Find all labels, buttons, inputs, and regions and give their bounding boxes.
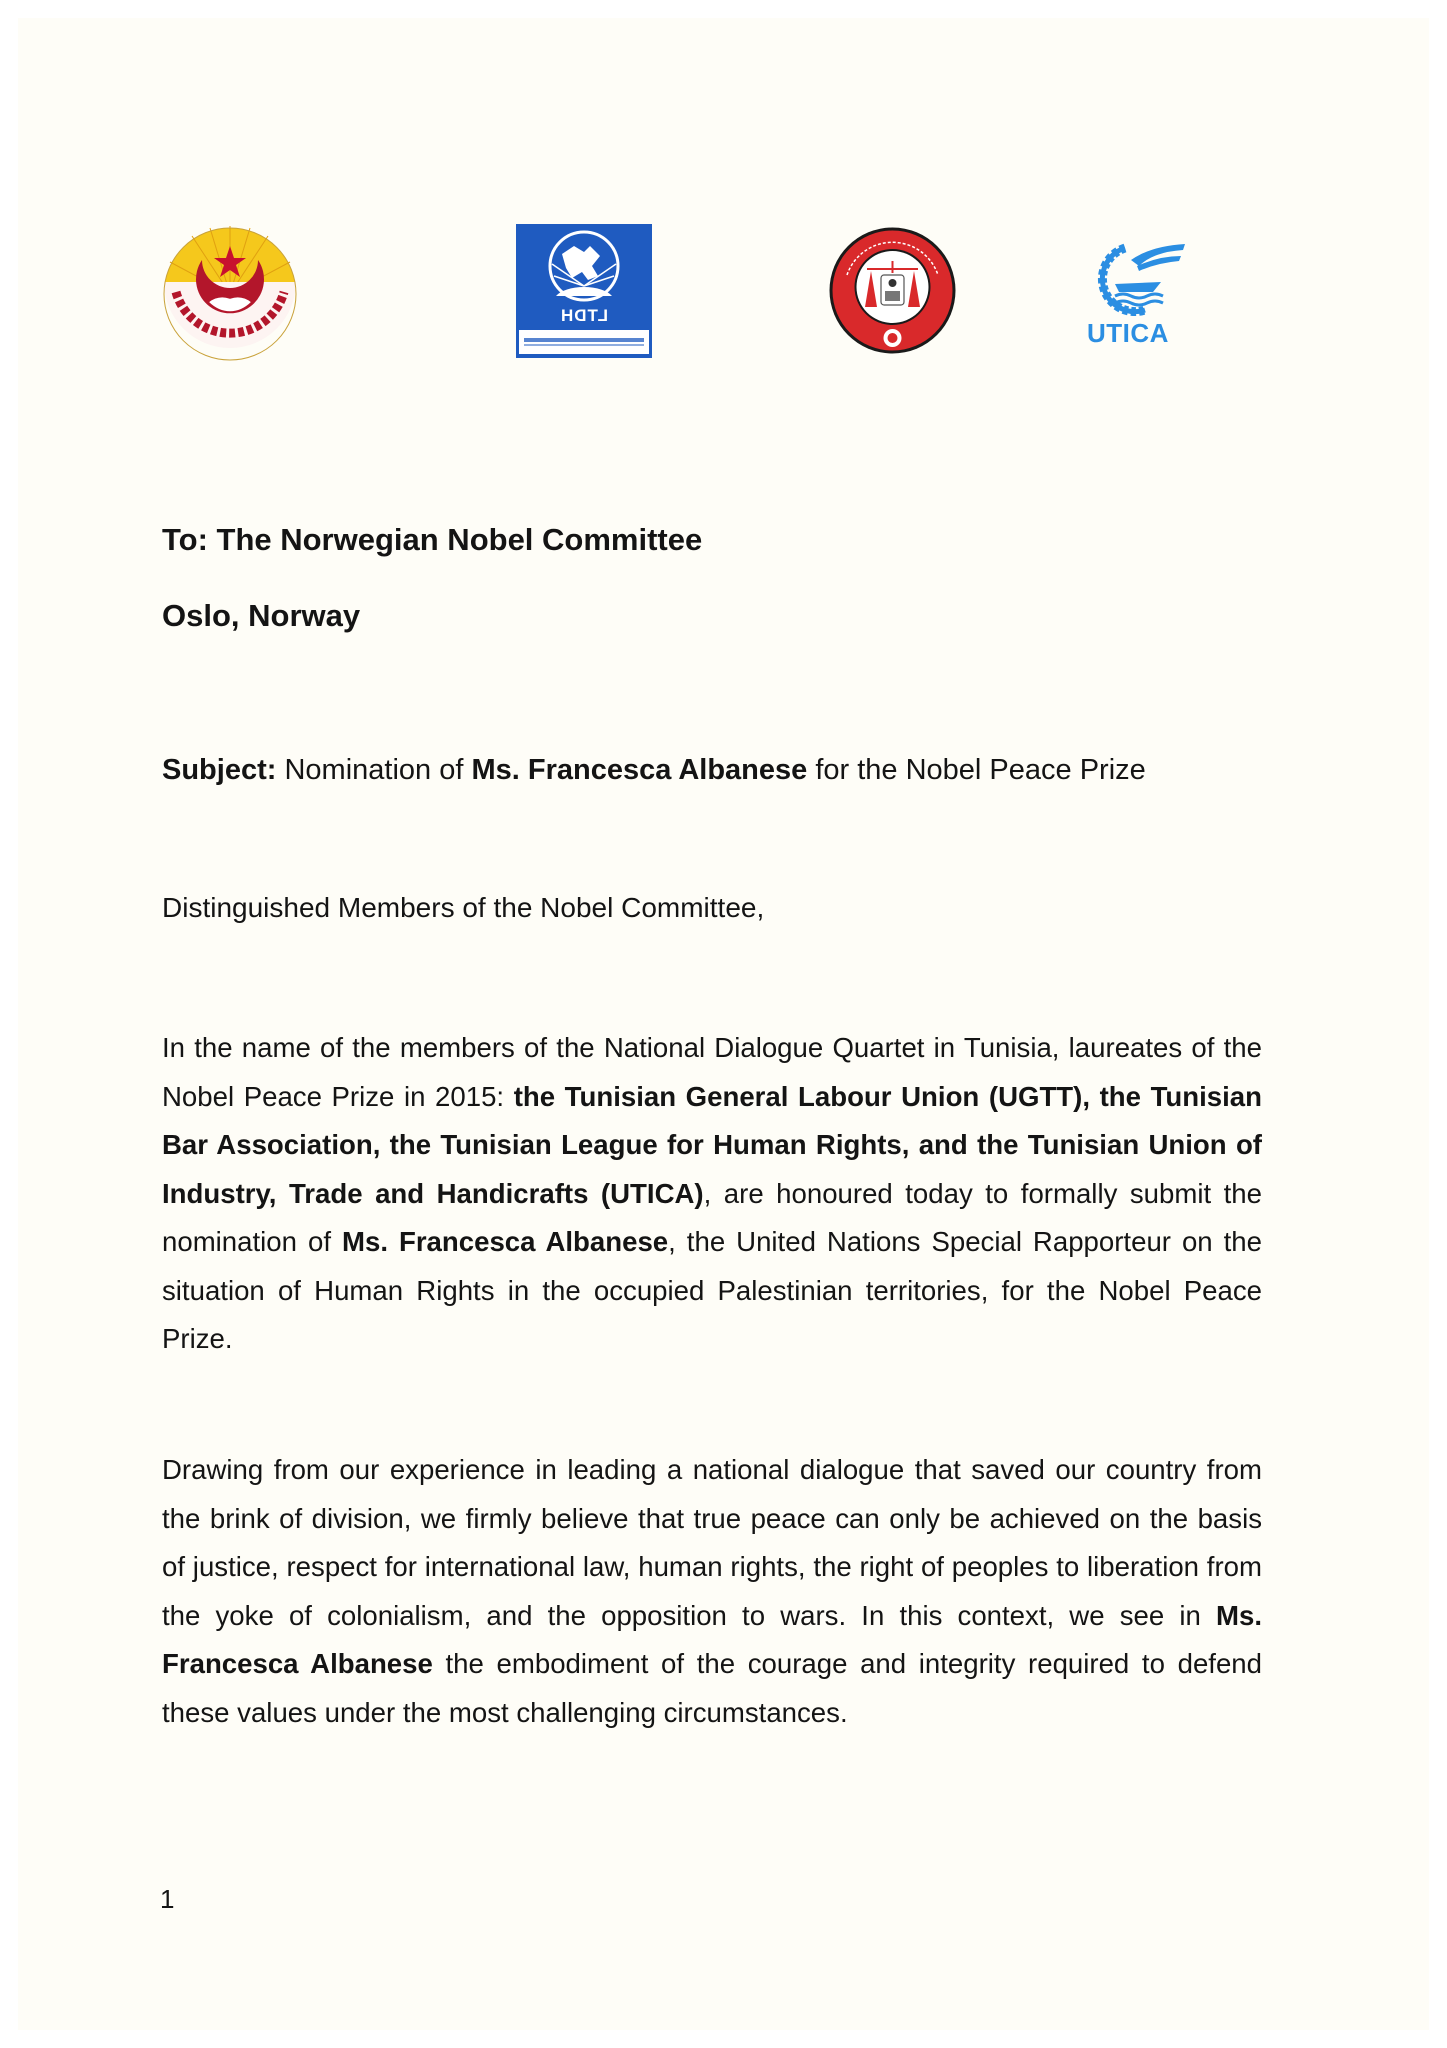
subject-text: Nomination of bbox=[276, 754, 472, 786]
nominee-name: Ms. Francesca Albanese bbox=[162, 1599, 1262, 1679]
bar-association-seal-icon bbox=[827, 225, 958, 356]
quartet-members: the Tunisian General Labour Union (UGTT), the Tunisian Bar Association, the Tunisian League for Human Rights, and the Tunisian Union of Industry, Trade and Handicrafts (UTICA) bbox=[162, 1080, 1262, 1209]
addressee-location: Oslo, Norway bbox=[162, 598, 361, 633]
utica-logo-icon bbox=[1085, 240, 1185, 348]
subject-nominee: Ms. Francesca Albanese bbox=[471, 754, 808, 786]
addressee-line: To: The Norwegian Nobel Committee bbox=[162, 522, 703, 557]
paragraph-text: , are honoured today to formally submit the nomination of bbox=[162, 1177, 1262, 1257]
subject-text-end: for the Nobel Peace Prize bbox=[807, 754, 1146, 786]
ltdh-logo-label: LTDH bbox=[559, 306, 609, 325]
page-number: 1 bbox=[160, 1884, 175, 1914]
paragraph-text: , the United Nations Special Rapporteur on the situation of Human Rights in the occupied Palestinian territories, for the Nobel Peace Prize. bbox=[162, 1226, 1263, 1354]
ltdh-arabic-caption bbox=[519, 330, 649, 354]
subject-line bbox=[162, 750, 1262, 790]
body-paragraph-1 bbox=[162, 1024, 1262, 1364]
paragraph-text: In the name of the members of the National Dialogue Quartet in Tunisia, laureates of the Nobel Peace Prize in 2015: bbox=[162, 1032, 1262, 1112]
utica-logo-label: UTICA bbox=[1087, 318, 1169, 348]
body-paragraph-2 bbox=[162, 1446, 1262, 1737]
subject-label: Subject: bbox=[162, 754, 277, 786]
paragraph-text: Drawing from our experience in leading a national dialogue that saved our country from the brink of division, we firmly believe that true peace can only be achieved on the basis of justice, respect for international law, human rights, the right of peoples to liberation from the yoke of colonialism, and the opposition to wars. In this context, we see in bbox=[162, 1454, 1262, 1631]
paragraph-text: the embodiment of the courage and integrity required to defend these values under the most challenging circumstances. bbox=[162, 1648, 1262, 1728]
addressee-block bbox=[162, 520, 1262, 636]
ugtt-logo-icon bbox=[162, 222, 298, 362]
salutation: Distinguished Members of the Nobel Committee, bbox=[162, 892, 765, 923]
ltdh-logo-icon bbox=[516, 224, 652, 358]
nominee-name: Ms. Francesca Albanese bbox=[341, 1226, 669, 1257]
